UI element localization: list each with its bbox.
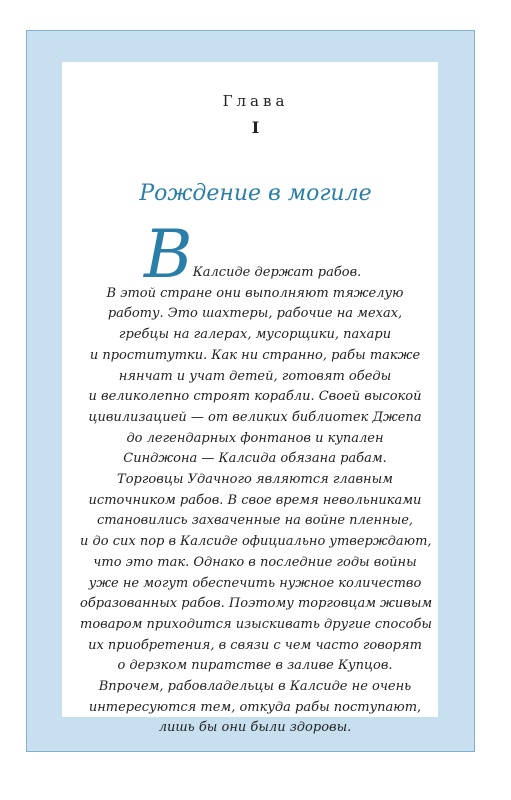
chapter-number: I [251, 118, 260, 137]
body-line: Впрочем, рабовладельцы в Калсиде не очень [98, 679, 412, 695]
body-line: Торговцы Удачного являются главным [117, 472, 393, 488]
body-line: гребцы на галерах, мусорщики, пахари [118, 327, 392, 343]
body-line: их приобретения, в связи с чем часто говорят [88, 637, 422, 653]
body-line: интересуются тем, откуда рабы поступают, [88, 699, 422, 715]
body-line: нянчат и учат детей, готовят обеды [118, 368, 392, 384]
body-line: В этой стране они выполняют тяжелую [106, 285, 404, 301]
body-line: что это так. Однако в последние годы войны [93, 554, 417, 570]
chapter-body [80, 263, 433, 739]
body-line: о дерзком пиратстве в заливе Купцов. [117, 658, 393, 674]
body-line: и до сих пор в Калсиде официально утверждают, [80, 534, 432, 550]
body-line: Синджона — Калсида обязана рабам. [123, 451, 387, 467]
body-line: уже не могут обеспечить нужное количество [88, 575, 422, 591]
body-line: и проститутки. Как ни странно, рабы также [89, 347, 421, 363]
body-line: до легендарных фонтанов и купален [126, 430, 384, 446]
body-line: товаром приходится изыскивать другие способы [80, 616, 433, 632]
drop-cap: В [144, 216, 193, 293]
body-line: и великолепно строят корабли. Своей высокой [88, 389, 422, 405]
body-line: цивилизацией — от великих библиотек Джепа [88, 409, 422, 425]
body-line: становились захваченные на войне пленные, [96, 513, 414, 529]
body-line: лишь бы они были здоровы. [158, 720, 352, 736]
body-line: работу. Это шахтеры, рабочие на мехах, [107, 306, 403, 322]
body-line: образованных рабов. Поэтому торговцам живым [80, 596, 433, 612]
body-line: источником рабов. В свое время невольниками [88, 492, 422, 508]
body-line: Калсиде держат рабов. [192, 265, 362, 280]
chapter-title: Рождение в могиле [139, 181, 372, 206]
chapter-label: Глава [222, 92, 289, 110]
